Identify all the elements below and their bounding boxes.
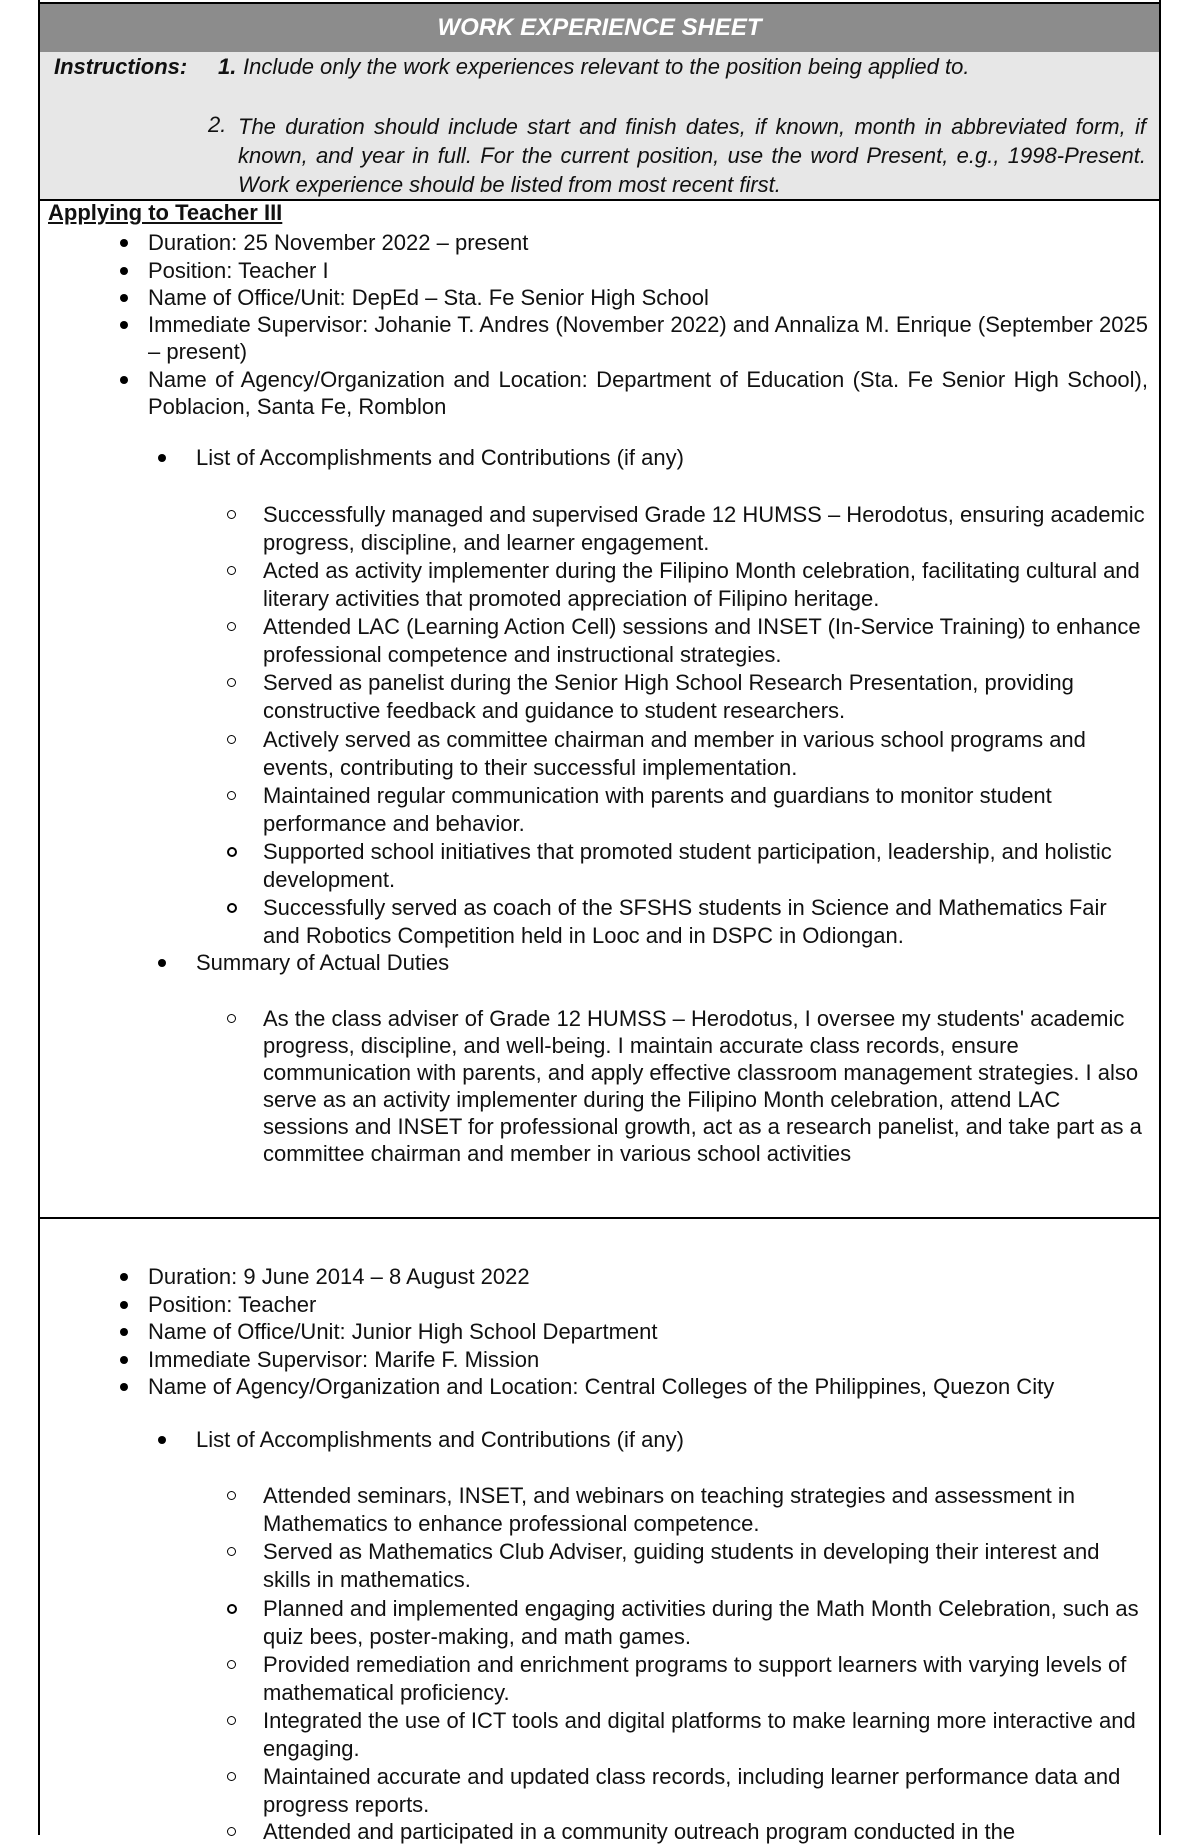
bullet-icon: [120, 321, 128, 329]
detail-text: Name of Office/Unit: DepEd – Sta. Fe Senior High School: [148, 285, 709, 310]
circle-bullet-icon: [227, 735, 236, 744]
circle-bullet-icon: [227, 1014, 236, 1023]
section-heading: Applying to Teacher III: [48, 200, 283, 225]
instructions-label: Instructions:: [54, 54, 188, 79]
detail-text: Position: Teacher I: [148, 258, 329, 283]
detail-text: Immediate Supervisor: Marife F. Mission: [148, 1347, 540, 1372]
work-experience-sheet: WORK EXPERIENCE SHEET Instructions: 1. Include only the work experiences relevant to the position being applied to. 2. The duration should include start and finish dates, if known, month in abbreviated form, if known, and year in full. For the current position, use the word Present, e.g., 1998-Present. Work experience should be listed from most recent first. Applying to Teacher III Duration: 25 November 2022 – present Position: Teacher I Name of Office/Unit: DepEd – Sta. Fe Senior High School Immediate Supervisor: Johanie T. Andres (November 2022) and Annaliza M. Enrique (September 2025 – present) Name of Agency/Organization and Location: Department of Education (Sta. Fe Senior High School), Poblacion, Santa Fe, Romblon List of Accomplishments and Contributions (if any) Successfully managed and supervised Grade 12 HUMSS – Herodotus, ensuring academic progress, discipline, and learner engagement. Acted as activity implementer during the Filipino Month celebration, facilitating cultural and literary activities that promoted appreciation of Filipino heritage. Attended LAC (Learning Action Cell) sessions and INSET (In-Service Training) to enhance professional competence and instructional strategies. Served as panelist during the Senior High School Research Presentation, providing constructive feedback and guidance to student researchers. Actively served as committee chairman and member in various school programs and events, contributing to their successful implementation. Maintained regular communication with parents and guardians to monitor student performance and behavior. Supported school initiatives that promoted student participation, leadership, and holistic development. Successfully served as coach of the SFSHS students in Science and Mathematics Fair and Robotics Competition held in Looc and in DSPC in Odiongan. Summary of Actual Duties As the class adviser of Grade 12 HUMSS – Herodotus, I oversee my students' academic progress, discipline, and well-being. I maintain accurate class records, ensure communication with parents, and apply effective classroom management strategies. I also serve as an activity implementer during the Filipino Month celebration, attend LAC sessions and INSET for professional growth, act as a research panelist, and take part as a committee chairman and member in various school activities Duration: 9 June 2014 – 8 August 2022 Position: Teacher Name of Office/Unit: Junior High School Department Immediate Supervisor: Marife F. Mission Name of Agency/Organization and Location: Central Colleges of the Philippines, Quezon City List of Accomplishments and Contributions (if any) Attended seminars, INSET, and webinars on teaching strategies and assessment in Mathematics to enhance professional competence. Served as Mathematics Club Adviser, guiding students in developing their interest and skills in mathematics. Planned and implemented engaging activities during the Math Month Celebration, such as quiz bees, poster-making, and math games. Provided remediation and enrichment programs to support learners with varying levels of mathematical proficiency. Integrated the use of ICT tools and digital platforms to make learning more interactive and engaging. Maintained accurate and updated class records, including learner performance data and progress reports. Attended and participated in a community outreach program conducted in the: [38, 0, 1161, 1835]
instructions-box: [40, 52, 1159, 201]
bullet-icon: [120, 1328, 128, 1336]
circle-bullet-icon: [227, 678, 236, 687]
detail-text: Name of Office/Unit: Junior High School Department: [148, 1319, 658, 1344]
instruction-1-number: 1.: [218, 54, 237, 79]
circle-bullet-icon: [227, 622, 236, 631]
detail-text: Duration: 9 June 2014 – 8 August 2022: [148, 1264, 530, 1289]
instruction-2-number: 2.: [208, 112, 227, 137]
circle-bullet-icon: [227, 1547, 236, 1556]
bullet-icon: [158, 1436, 166, 1444]
bullet-icon: [120, 1356, 128, 1364]
circle-bullet-icon: [227, 1772, 236, 1781]
circle-bullet-icon: [227, 903, 237, 913]
circle-bullet-icon: [227, 847, 237, 857]
bullet-icon: [120, 1301, 128, 1309]
bullet-icon: [158, 454, 166, 462]
detail-text: Position: Teacher: [148, 1292, 317, 1317]
detail-text: Duration: 25 November 2022 – present: [148, 230, 529, 255]
instruction-2-text: The duration should include start and finish dates, if known, month in abbreviated form, if known, and year in full. For the current position, use the word Present, e.g., 1998-Present. Work experience should be listed from most recent first.: [238, 114, 1146, 197]
bullet-icon: [158, 959, 166, 967]
circle-bullet-icon: [227, 1604, 237, 1614]
circle-bullet-icon: [227, 566, 236, 575]
circle-bullet-icon: [227, 791, 236, 800]
detail-text: Name of Agency/Organization and Location: Central Colleges of the Philippines, Quezon City: [148, 1374, 1055, 1399]
detail-text: Name of Agency/Organization and Location: Department of Education (Sta. Fe Senior High School), Poblacion, Santa Fe, Romblon: [148, 367, 1148, 419]
circle-bullet-icon: [227, 1491, 236, 1500]
instruction-1-text: Include only the work experiences relevant to the position being applied to.: [243, 54, 970, 79]
detail-text: Immediate Supervisor: Johanie T. Andres (November 2022) and Annaliza M. Enrique (September 2025 – present): [148, 312, 1148, 364]
section-divider: [40, 1217, 1159, 1219]
circle-bullet-icon: [227, 1716, 236, 1725]
sheet-title: WORK EXPERIENCE SHEET: [40, 2, 1159, 54]
bullet-icon: [120, 376, 128, 384]
bullet-icon: [120, 294, 128, 302]
bullet-icon: [120, 1383, 128, 1391]
bullet-icon: [120, 267, 128, 275]
circle-bullet-icon: [227, 1660, 236, 1669]
circle-bullet-icon: [227, 510, 236, 519]
bullet-icon: [120, 1273, 128, 1281]
bullet-icon: [120, 239, 128, 247]
